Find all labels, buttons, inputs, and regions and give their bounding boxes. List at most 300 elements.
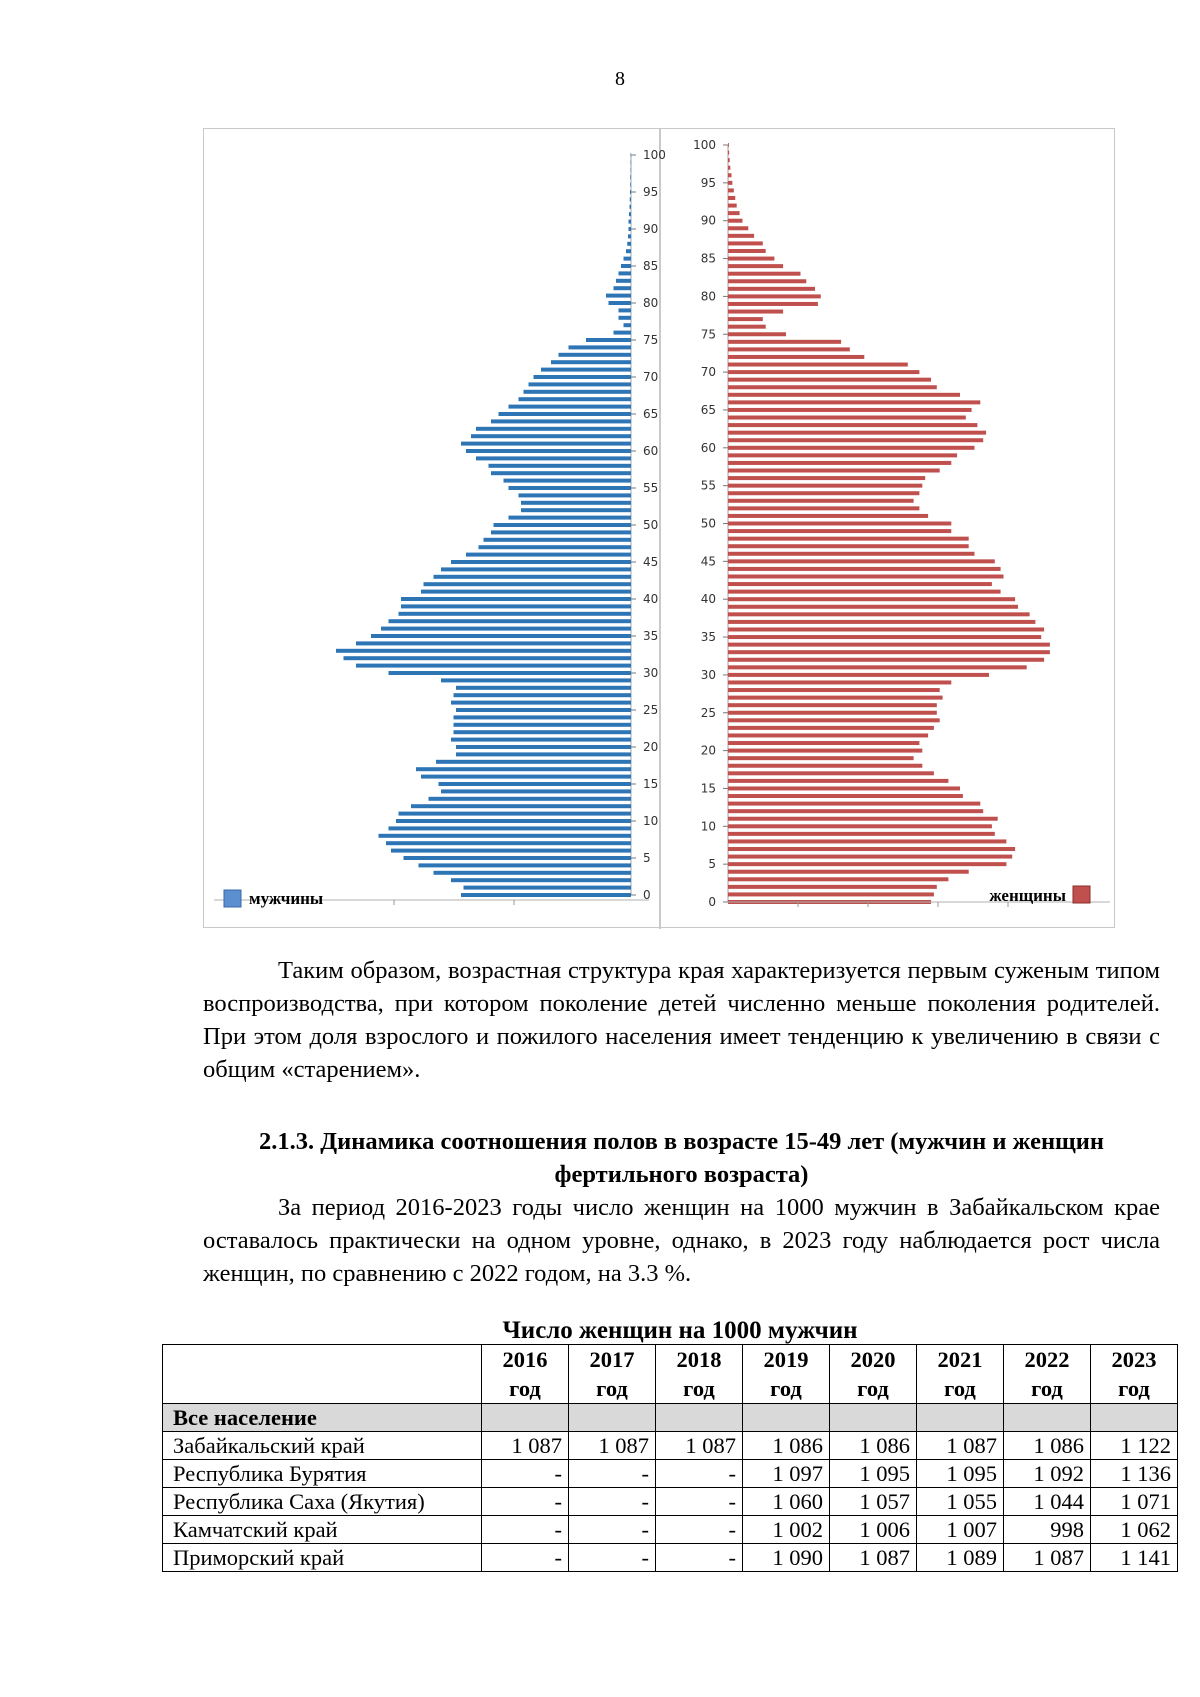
male-tick-label-40: 40: [643, 592, 659, 606]
table-row: [163, 1460, 1178, 1488]
male-bar-age-89: [628, 234, 631, 238]
year-header-2020: [830, 1345, 917, 1404]
female-tick-label-0: 0: [708, 895, 716, 909]
male-bar-age-1: [464, 886, 632, 890]
female-bar-age-14: [728, 794, 963, 798]
male-bar-age-93: [630, 205, 632, 209]
female-bar-age-64: [728, 416, 966, 420]
male-bar-age-49: [491, 530, 631, 534]
year-header-2021: [917, 1345, 1004, 1404]
table-row: [163, 1488, 1178, 1516]
year-header-2019: [743, 1345, 830, 1404]
male-bar-age-13: [429, 797, 632, 801]
group-empty-cell: [917, 1404, 1004, 1432]
paragraph-sex-ratio: За период 2016-2023 годы число женщин на 1000 мужчин в Забайкальском крае оставалось практически на одном уровне, однако, в 2023 году наблюдается рост числа женщин, по сравнению с 2022 годом, на 3.3 %.: [203, 1194, 1160, 1287]
male-bar-age-29: [441, 678, 631, 682]
ratio-value: 1 087: [1004, 1544, 1091, 1572]
female-bar-age-44: [728, 567, 1001, 571]
male-tick-label-15: 15: [643, 777, 659, 791]
male-bar-age-82: [614, 286, 632, 290]
group-empty-cell: [1091, 1404, 1178, 1432]
ratio-value: 1 087: [482, 1432, 569, 1460]
female-bar-age-25: [728, 711, 937, 715]
male-tick-label-50: 50: [643, 518, 659, 532]
female-bar-age-87: [728, 241, 763, 245]
male-bar-age-39: [401, 604, 631, 608]
male-legend-label: мужчины: [249, 889, 324, 908]
female-bar-age-98: [728, 158, 730, 162]
male-bar-age-63: [476, 427, 631, 431]
female-tick-label-90: 90: [700, 213, 716, 228]
male-bar-age-91: [629, 220, 632, 224]
page-number: 8: [615, 68, 625, 90]
ratio-value: 1 087: [569, 1432, 656, 1460]
year-label: 2016: [502, 1347, 548, 1372]
female-bar-age-97: [728, 166, 730, 170]
male-bar-age-27: [454, 693, 632, 697]
female-bar-age-93: [728, 196, 735, 200]
male-tick-label-45: 45: [643, 555, 659, 569]
male-bar-age-69: [529, 382, 632, 386]
year-header-2017: [569, 1345, 656, 1404]
year-unit: год: [1031, 1376, 1063, 1401]
table-row: [163, 1432, 1178, 1460]
female-bar-age-50: [728, 522, 951, 526]
female-bar-age-71: [728, 363, 908, 367]
female-bar-age-31: [728, 665, 1027, 669]
male-bar-age-66: [509, 405, 632, 409]
female-bar-age-42: [728, 582, 992, 586]
female-bar-age-46: [728, 552, 975, 556]
male-bar-age-10: [396, 819, 631, 823]
female-bar-age-54: [728, 491, 919, 495]
female-bar-age-62: [728, 431, 986, 435]
male-bar-age-19: [456, 752, 631, 756]
ratio-value: -: [569, 1544, 656, 1572]
female-bar-age-11: [728, 817, 998, 821]
male-bar-age-35: [371, 634, 631, 638]
female-bar-age-26: [728, 703, 937, 707]
male-bar-age-81: [606, 294, 631, 298]
year-unit: год: [944, 1376, 976, 1401]
group-empty-cell: [569, 1404, 656, 1432]
male-tick-label-25: 25: [643, 703, 659, 717]
male-bar-age-71: [541, 368, 631, 372]
year-header-2016: [482, 1345, 569, 1404]
female-bar-age-33: [728, 650, 1050, 654]
female-bar-age-32: [728, 658, 1044, 662]
male-bar-age-97: [630, 175, 631, 179]
male-bar-age-7: [386, 841, 631, 845]
female-tick-label-45: 45: [700, 554, 716, 569]
female-bar-age-99: [728, 151, 729, 155]
female-bar-age-77: [728, 317, 763, 321]
ratio-value: 1 087: [830, 1544, 917, 1572]
ratio-value: -: [569, 1488, 656, 1516]
male-tick-label-95: 95: [643, 185, 659, 199]
female-bar-age-52: [728, 506, 919, 510]
male-bar-age-15: [439, 782, 632, 786]
female-bar-age-90: [728, 219, 743, 223]
female-bar-age-10: [728, 824, 992, 828]
male-bar-age-46: [466, 553, 631, 557]
female-bar-age-51: [728, 514, 928, 518]
ratio-value: 1 055: [917, 1488, 1004, 1516]
ratio-value: 1 062: [1091, 1516, 1178, 1544]
table-header-row: [163, 1345, 1178, 1404]
male-bar-age-14: [441, 789, 631, 793]
ratio-value: -: [656, 1544, 743, 1572]
male-bar-age-42: [424, 582, 632, 586]
male-bar-age-70: [534, 375, 632, 379]
female-bar-age-2: [728, 885, 937, 889]
year-header-2023: [1091, 1345, 1178, 1404]
year-unit: год: [509, 1376, 541, 1401]
male-bar-age-55: [509, 486, 632, 490]
male-bar-age-96: [630, 183, 631, 187]
male-bar-age-68: [524, 390, 632, 394]
female-bar-age-60: [728, 446, 975, 450]
male-bar-age-88: [627, 242, 631, 246]
male-bar-age-60: [466, 449, 631, 453]
male-bar-age-36: [381, 627, 631, 631]
ratio-value: 1 060: [743, 1488, 830, 1516]
female-bar-age-16: [728, 779, 948, 783]
male-tick-label-5: 5: [643, 851, 651, 865]
female-bar-age-17: [728, 771, 934, 775]
ratio-value: 1 002: [743, 1516, 830, 1544]
year-header-2022: [1004, 1345, 1091, 1404]
ratio-value: 1 086: [830, 1432, 917, 1460]
male-bar-age-12: [411, 804, 631, 808]
region-name: Камчатский край: [163, 1516, 482, 1544]
region-name: Приморский край: [163, 1544, 482, 1572]
male-bar-age-90: [629, 227, 632, 231]
female-tick-label-55: 55: [700, 478, 716, 493]
male-bar-age-84: [619, 271, 632, 275]
female-tick-label-15: 15: [700, 781, 716, 796]
female-bar-age-13: [728, 802, 980, 806]
female-bar-age-86: [728, 249, 766, 253]
female-bar-age-82: [728, 279, 806, 283]
male-bar-age-18: [436, 760, 631, 764]
male-bar-age-80: [609, 301, 632, 305]
region-name: Забайкальский край: [163, 1432, 482, 1460]
group-label: Все население: [163, 1404, 482, 1432]
male-bar-age-48: [484, 538, 632, 542]
female-bar-age-55: [728, 484, 922, 488]
female-tick-label-80: 80: [700, 289, 716, 304]
male-bar-age-23: [454, 723, 632, 727]
female-bar-age-34: [728, 643, 1050, 647]
male-bar-age-95: [630, 190, 631, 194]
ratio-value: -: [656, 1488, 743, 1516]
female-bar-age-89: [728, 226, 748, 230]
female-bar-age-24: [728, 718, 940, 722]
male-bar-age-24: [454, 715, 632, 719]
female-bar-age-84: [728, 264, 783, 268]
male-tick-label-20: 20: [643, 740, 659, 754]
female-tick-label-75: 75: [700, 327, 716, 342]
ratio-value: 1 092: [1004, 1460, 1091, 1488]
female-tick-label-40: 40: [700, 592, 716, 607]
male-bar-age-32: [344, 656, 632, 660]
male-bar-age-74: [569, 345, 632, 349]
male-bar-age-72: [551, 360, 631, 364]
male-bar-age-64: [491, 419, 631, 423]
female-tick-label-30: 30: [700, 667, 716, 682]
female-bar-age-18: [728, 764, 922, 768]
male-bar-age-28: [456, 686, 631, 690]
male-bar-age-20: [456, 745, 631, 749]
male-bar-age-3: [434, 871, 632, 875]
female-bar-age-9: [728, 832, 995, 836]
male-bar-age-30: [389, 671, 632, 675]
female-bar-age-35: [728, 635, 1041, 639]
paragraph-age-structure: Таким образом, возрастная структура края характеризуется первым суженым типом воспроизводства, при котором поколение детей численно меньше поколения родителей. При этом доля взрослого и пожилого населения имеет тенденцию к увеличению в связи с общим «старением».: [203, 957, 1160, 1083]
male-bar-age-78: [619, 316, 632, 320]
ratio-value: 1 086: [1004, 1432, 1091, 1460]
female-bar-age-80: [728, 294, 821, 298]
year-header-2018: [656, 1345, 743, 1404]
male-bar-age-67: [519, 397, 632, 401]
female-bar-age-69: [728, 378, 931, 382]
female-tick-label-65: 65: [700, 402, 716, 417]
year-unit: год: [1118, 1376, 1150, 1401]
male-bar-age-75: [586, 338, 631, 342]
female-bar-age-74: [728, 340, 841, 344]
male-bar-age-22: [454, 730, 632, 734]
male-bar-age-34: [356, 641, 631, 645]
ratio-value: 1 095: [830, 1460, 917, 1488]
male-bar-age-99: [631, 160, 632, 164]
female-legend-swatch: [1073, 886, 1090, 903]
male-tick-label-90: 90: [643, 222, 659, 236]
male-bar-age-51: [509, 516, 632, 520]
female-bar-age-81: [728, 287, 815, 291]
female-bar-age-7: [728, 847, 1015, 851]
female-bar-age-59: [728, 453, 957, 457]
table-row: [163, 1544, 1178, 1572]
male-bar-age-98: [631, 168, 632, 172]
female-tick-label-50: 50: [700, 516, 716, 531]
female-bar-age-72: [728, 355, 864, 359]
group-empty-cell: [743, 1404, 830, 1432]
year-unit: год: [596, 1376, 628, 1401]
table-title: Число женщин на 1000 мужчин: [502, 1317, 858, 1344]
female-bar-age-83: [728, 272, 801, 276]
male-tick-label-85: 85: [643, 259, 659, 273]
female-bar-age-1: [728, 892, 934, 896]
ratio-value: 1 141: [1091, 1544, 1178, 1572]
female-bar-age-4: [728, 870, 969, 874]
female-bar-age-95: [728, 181, 732, 185]
male-bar-age-85: [621, 264, 631, 268]
table-group-row: [163, 1404, 1178, 1432]
male-bar-age-50: [494, 523, 632, 527]
male-bar-age-43: [434, 575, 632, 579]
female-tick-label-70: 70: [700, 365, 716, 380]
female-bar-age-43: [728, 574, 1004, 578]
male-tick-label-30: 30: [643, 666, 659, 680]
male-bar-age-54: [519, 493, 632, 497]
year-label: 2018: [676, 1347, 722, 1372]
male-bar-age-52: [521, 508, 631, 512]
female-bar-age-85: [728, 257, 774, 261]
female-tick-label-5: 5: [708, 857, 716, 872]
female-bar-age-22: [728, 733, 928, 737]
ratio-value: 1 071: [1091, 1488, 1178, 1516]
male-bar-age-65: [499, 412, 632, 416]
sex-ratio-table: [162, 1344, 1178, 1572]
group-empty-cell: [482, 1404, 569, 1432]
ratio-value: 1 086: [743, 1432, 830, 1460]
female-bar-age-76: [728, 325, 766, 329]
male-bar-age-40: [401, 597, 631, 601]
ratio-value: 998: [1004, 1516, 1091, 1544]
ratio-value: 1 089: [917, 1544, 1004, 1572]
female-tick-label-85: 85: [700, 251, 716, 266]
female-bar-age-92: [728, 204, 737, 208]
male-bar-age-26: [451, 701, 631, 705]
female-bar-age-38: [728, 612, 1030, 616]
female-bar-age-6: [728, 855, 1012, 859]
male-bar-age-57: [491, 471, 631, 475]
female-bar-age-49: [728, 529, 951, 533]
female-bar-age-3: [728, 877, 948, 881]
ratio-value: 1 087: [917, 1432, 1004, 1460]
year-unit: год: [770, 1376, 802, 1401]
male-bar-age-5: [404, 856, 632, 860]
female-bar-age-66: [728, 400, 980, 404]
female-tick-label-20: 20: [700, 743, 716, 758]
male-bar-age-45: [451, 560, 631, 564]
female-bar-age-36: [728, 627, 1044, 631]
male-tick-label-10: 10: [643, 814, 659, 828]
female-bar-age-19: [728, 756, 914, 760]
female-bar-age-79: [728, 302, 818, 306]
male-bar-age-56: [504, 479, 632, 483]
male-bar-age-61: [461, 442, 631, 446]
year-unit: год: [683, 1376, 715, 1401]
male-tick-label-100: 100: [643, 148, 666, 162]
female-bar-age-47: [728, 544, 969, 548]
female-bar-age-45: [728, 559, 995, 563]
male-bar-age-38: [399, 612, 632, 616]
male-bar-age-11: [399, 812, 632, 816]
female-bar-age-94: [728, 188, 734, 192]
male-bar-age-25: [456, 708, 631, 712]
male-bar-age-94: [630, 197, 631, 201]
male-bar-age-83: [616, 279, 631, 283]
female-bar-age-27: [728, 696, 943, 700]
female-bar-age-40: [728, 597, 1015, 601]
group-empty-cell: [830, 1404, 917, 1432]
female-legend-label: женщины: [989, 886, 1066, 905]
male-bar-age-33: [336, 649, 631, 653]
male-bar-age-17: [416, 767, 631, 771]
ratio-value: -: [569, 1460, 656, 1488]
group-empty-cell: [1004, 1404, 1091, 1432]
ratio-value: -: [482, 1460, 569, 1488]
male-bar-age-21: [451, 738, 631, 742]
ratio-value: 1 087: [656, 1432, 743, 1460]
female-bar-age-23: [728, 726, 934, 730]
male-bar-age-2: [451, 878, 631, 882]
female-bar-age-37: [728, 620, 1035, 624]
male-bar-age-86: [624, 257, 632, 261]
year-unit: год: [857, 1376, 889, 1401]
male-bar-age-79: [619, 308, 632, 312]
female-bar-age-88: [728, 234, 754, 238]
year-label: 2022: [1024, 1347, 1070, 1372]
female-bar-age-70: [728, 370, 919, 374]
male-bar-age-9: [389, 826, 632, 830]
female-bar-age-39: [728, 605, 1018, 609]
ratio-value: 1 044: [1004, 1488, 1091, 1516]
male-bar-age-87: [626, 249, 631, 253]
ratio-value: 1 136: [1091, 1460, 1178, 1488]
male-bar-age-47: [479, 545, 632, 549]
male-tick-label-65: 65: [643, 407, 659, 421]
female-bar-age-58: [728, 461, 951, 465]
population-pyramid-chart: [203, 128, 1115, 928]
ratio-value: -: [656, 1460, 743, 1488]
female-bar-age-67: [728, 393, 960, 397]
female-bar-age-53: [728, 499, 914, 503]
ratio-value: 1 057: [830, 1488, 917, 1516]
female-bar-age-63: [728, 423, 977, 427]
region-name: Республика Бурятия: [163, 1460, 482, 1488]
pyramid-svg: [204, 129, 1116, 929]
male-tick-label-0: 0: [643, 888, 651, 902]
female-bar-age-100: [728, 143, 729, 147]
female-bar-age-28: [728, 688, 940, 692]
female-bar-age-57: [728, 469, 940, 473]
male-bar-age-6: [391, 849, 631, 853]
male-bar-age-41: [421, 590, 631, 594]
ratio-value: 1 122: [1091, 1432, 1178, 1460]
year-label: 2023: [1111, 1347, 1157, 1372]
year-label: 2019: [763, 1347, 809, 1372]
female-bar-age-48: [728, 537, 969, 541]
female-bar-age-29: [728, 680, 951, 684]
male-tick-label-70: 70: [643, 370, 659, 384]
ratio-value: -: [482, 1488, 569, 1516]
female-bar-age-5: [728, 862, 1006, 866]
female-bar-age-12: [728, 809, 983, 813]
male-bar-age-16: [421, 775, 631, 779]
female-bar-age-56: [728, 476, 925, 480]
female-bar-age-68: [728, 385, 937, 389]
section-title: 2.1.3. Динамика соотношения полов в возрасте 15-49 лет (мужчин и женщин фертильного возраста): [259, 1128, 1104, 1188]
year-label: 2017: [589, 1347, 635, 1372]
male-bar-age-59: [476, 456, 631, 460]
ratio-value: -: [656, 1516, 743, 1544]
male-bar-age-4: [419, 863, 632, 867]
male-tick-label-75: 75: [643, 333, 659, 347]
female-bar-age-8: [728, 839, 1006, 843]
female-bar-age-15: [728, 786, 960, 790]
female-bar-age-75: [728, 332, 786, 336]
male-bar-age-76: [614, 331, 632, 335]
male-bar-age-0: [461, 893, 631, 897]
female-tick-label-100: 100: [693, 138, 716, 152]
female-bar-age-78: [728, 310, 783, 314]
male-tick-label-35: 35: [643, 629, 659, 643]
female-bar-age-91: [728, 211, 740, 215]
ratio-value: 1 006: [830, 1516, 917, 1544]
